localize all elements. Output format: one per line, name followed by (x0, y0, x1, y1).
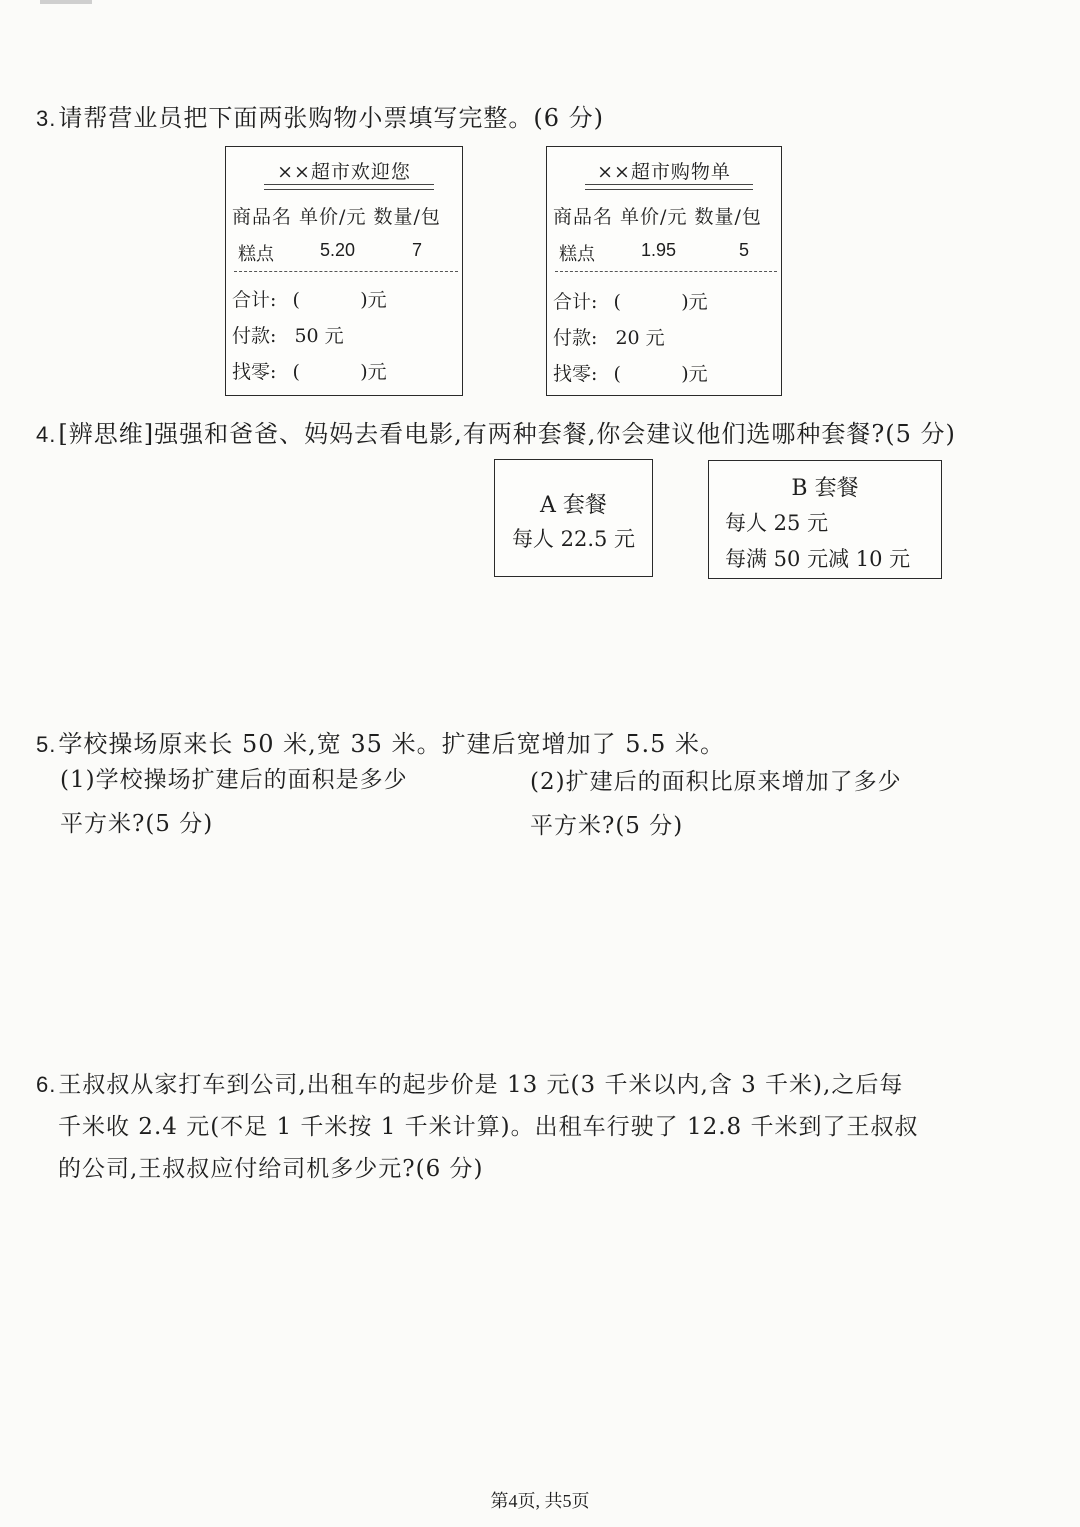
receipt-2-paid-value: 20 元 (615, 327, 665, 349)
receipt-2-quantity: 5 (739, 240, 750, 260)
receipt-2-paid-row (553, 323, 665, 350)
receipt-1 (225, 146, 463, 396)
receipt-2-change-label: 找零: (553, 363, 598, 385)
question-5-sub-1 (60, 758, 408, 846)
page-number: 第4页, 共5页 (490, 1491, 590, 1511)
question-6-text-1: 王叔叔从家打车到公司,出租车的起步价是 13 元(3 千米以内,含 3 千米),之后每 (58, 1072, 904, 1098)
receipt-1-total-blank[interactable]: ( )元 (292, 289, 387, 311)
receipt-2-title: ××超市购物单 (597, 161, 731, 183)
question-4-text: [辨思维]强强和爸爸、妈妈去看电影,有两种套餐,你会建议他们选哪种套餐?(5 分) (58, 420, 956, 448)
receipt-2-total-row (553, 287, 708, 314)
package-b-price: 每人 25 元 (725, 511, 829, 535)
question-5-number: 5. (36, 732, 57, 757)
receipt-1-paid-label: 付款: (232, 325, 277, 347)
question-6-number: 6. (36, 1072, 57, 1097)
receipt-1-quantity: 7 (412, 240, 423, 260)
receipt-1-change-row (232, 357, 387, 384)
question-6-line-1 (36, 1064, 956, 1106)
receipt-1-header: 商品名 单价/元 数量/包 (232, 206, 441, 228)
question-5-sub-2 (530, 760, 902, 848)
question-5-sub-1-line-2: 平方米?(5 分) (60, 811, 214, 837)
question-5-sub-1-line-1: (1)学校操场扩建后的面积是多少 (60, 767, 408, 793)
receipt-1-paid-row (232, 321, 344, 348)
receipt-2-paid-label: 付款: (553, 327, 598, 349)
package-b-discount: 每满 50 元减 10 元 (725, 547, 911, 571)
receipt-2-item-name: 糕点 (559, 244, 595, 265)
question-6-line-2: 千米收 2.4 元(不足 1 千米按 1 千米计算)。出租车行驶了 12.8 千米到了王叔叔 (58, 1114, 919, 1140)
question-3-text: 请帮营业员把下面两张购物小票填写完整。(6 分) (58, 104, 604, 132)
receipt-1-title-underline (264, 184, 434, 190)
receipt-1-change-blank[interactable]: ( )元 (292, 361, 387, 383)
receipt-1-change-label: 找零: (232, 361, 277, 383)
receipt-1-total-row (232, 285, 387, 312)
receipt-2-unit-price: 1.95 (641, 240, 677, 260)
package-a-box (494, 459, 653, 577)
package-b-title: B 套餐 (791, 476, 859, 501)
question-5-sub-2-line-2: 平方米?(5 分) (530, 813, 684, 839)
receipt-2-title-underline (585, 184, 753, 190)
question-5-text: 学校操场原来长 50 米,宽 35 米。扩建后宽增加了 5.5 米。 (58, 730, 726, 758)
receipt-1-total-label: 合计: (232, 289, 277, 311)
question-3 (36, 98, 604, 133)
receipt-2-divider (555, 271, 777, 272)
receipt-2 (546, 146, 782, 396)
receipt-2-total-label: 合计: (553, 291, 598, 313)
receipt-2-total-blank[interactable]: ( )元 (613, 291, 708, 313)
receipt-1-divider (234, 271, 458, 272)
question-4-number: 4. (36, 422, 57, 447)
package-b-box (708, 460, 942, 579)
receipt-1-item-name: 糕点 (238, 244, 274, 265)
question-6 (36, 1064, 956, 1190)
receipt-2-header: 商品名 单价/元 数量/包 (553, 206, 762, 228)
question-5 (36, 724, 725, 759)
receipt-2-change-blank[interactable]: ( )元 (613, 363, 708, 385)
scan-mark (40, 0, 92, 4)
receipt-1-unit-price: 5.20 (320, 240, 356, 260)
package-a-title: A 套餐 (540, 493, 607, 518)
receipt-1-paid-value: 50 元 (294, 325, 344, 347)
question-5-sub-2-line-1: (2)扩建后的面积比原来增加了多少 (530, 769, 902, 795)
receipt-2-change-row (553, 359, 708, 386)
question-4 (36, 414, 956, 449)
package-a-price: 每人 22.5 元 (511, 527, 636, 551)
receipt-1-title: ××超市欢迎您 (277, 161, 411, 183)
question-3-number: 3. (36, 106, 57, 131)
question-6-line-3: 的公司,王叔叔应付给司机多少元?(6 分) (58, 1156, 484, 1182)
